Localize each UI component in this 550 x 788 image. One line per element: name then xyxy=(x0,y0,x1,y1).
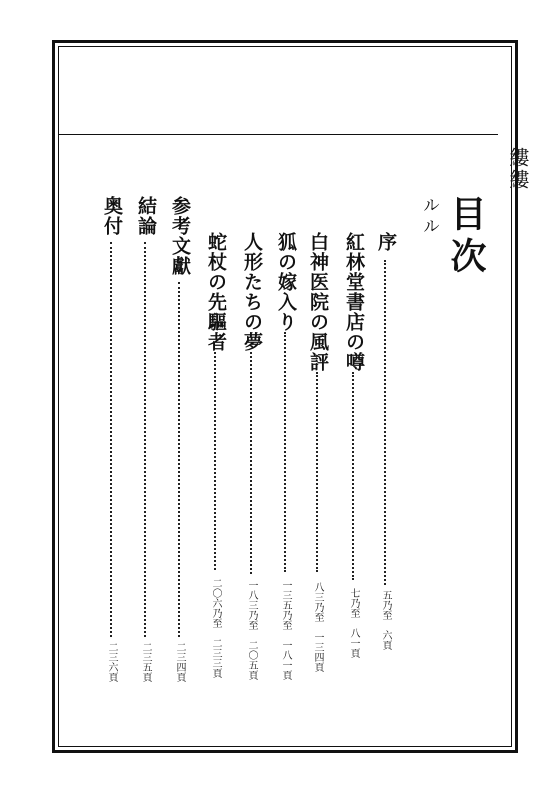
leader-dots xyxy=(352,372,358,580)
toc-entry-label: 蛇杖の先驅者 xyxy=(205,232,227,352)
toc-entry-pages: 二三四頁 xyxy=(174,642,185,682)
toc-entry-pages: 二〇六乃至 二三三頁 xyxy=(210,578,221,678)
toc-entry-pages: 八三乃至 一三四頁 xyxy=(312,582,323,672)
toc-entry-pages: 七乃至 八一頁 xyxy=(348,588,359,658)
toc-entry-label: 参考文獻 xyxy=(169,196,191,276)
leader-dots xyxy=(178,282,184,637)
toc-entry-pages: 五乃至 六頁 xyxy=(380,590,391,650)
toc-heading: 目次 xyxy=(445,195,487,279)
toc-entry-pages: 一八三乃至 二〇五頁 xyxy=(246,580,257,680)
leader-dots xyxy=(144,242,150,637)
toc-entry-label: 序 xyxy=(375,232,397,252)
toc-entry-label: 奥付 xyxy=(101,196,123,236)
leader-dots xyxy=(250,352,256,574)
leader-dots xyxy=(214,352,220,570)
leader-dots xyxy=(110,242,116,637)
toc-subtitle: ルル xyxy=(419,196,439,238)
toc-entry-label: 白神医院の風評 xyxy=(307,232,329,372)
toc-entry-label: 人形たちの夢 xyxy=(241,232,263,352)
leader-dots xyxy=(284,332,290,572)
leader-dots xyxy=(384,260,390,585)
toc-entry-label: 紅林堂書店の噂 xyxy=(343,232,365,372)
toc-entry-pages: 一三五乃至 一八一頁 xyxy=(280,580,291,680)
book-title: 縷縷 xyxy=(506,147,530,191)
toc-entry-label: 結論 xyxy=(135,196,157,236)
header-rule xyxy=(58,134,498,135)
toc-entry-label: 狐の嫁入り xyxy=(275,232,297,332)
toc-entry-pages: 二三五頁 xyxy=(140,642,151,682)
toc-entry-pages: 二三六頁 xyxy=(106,642,117,682)
leader-dots xyxy=(316,372,322,572)
